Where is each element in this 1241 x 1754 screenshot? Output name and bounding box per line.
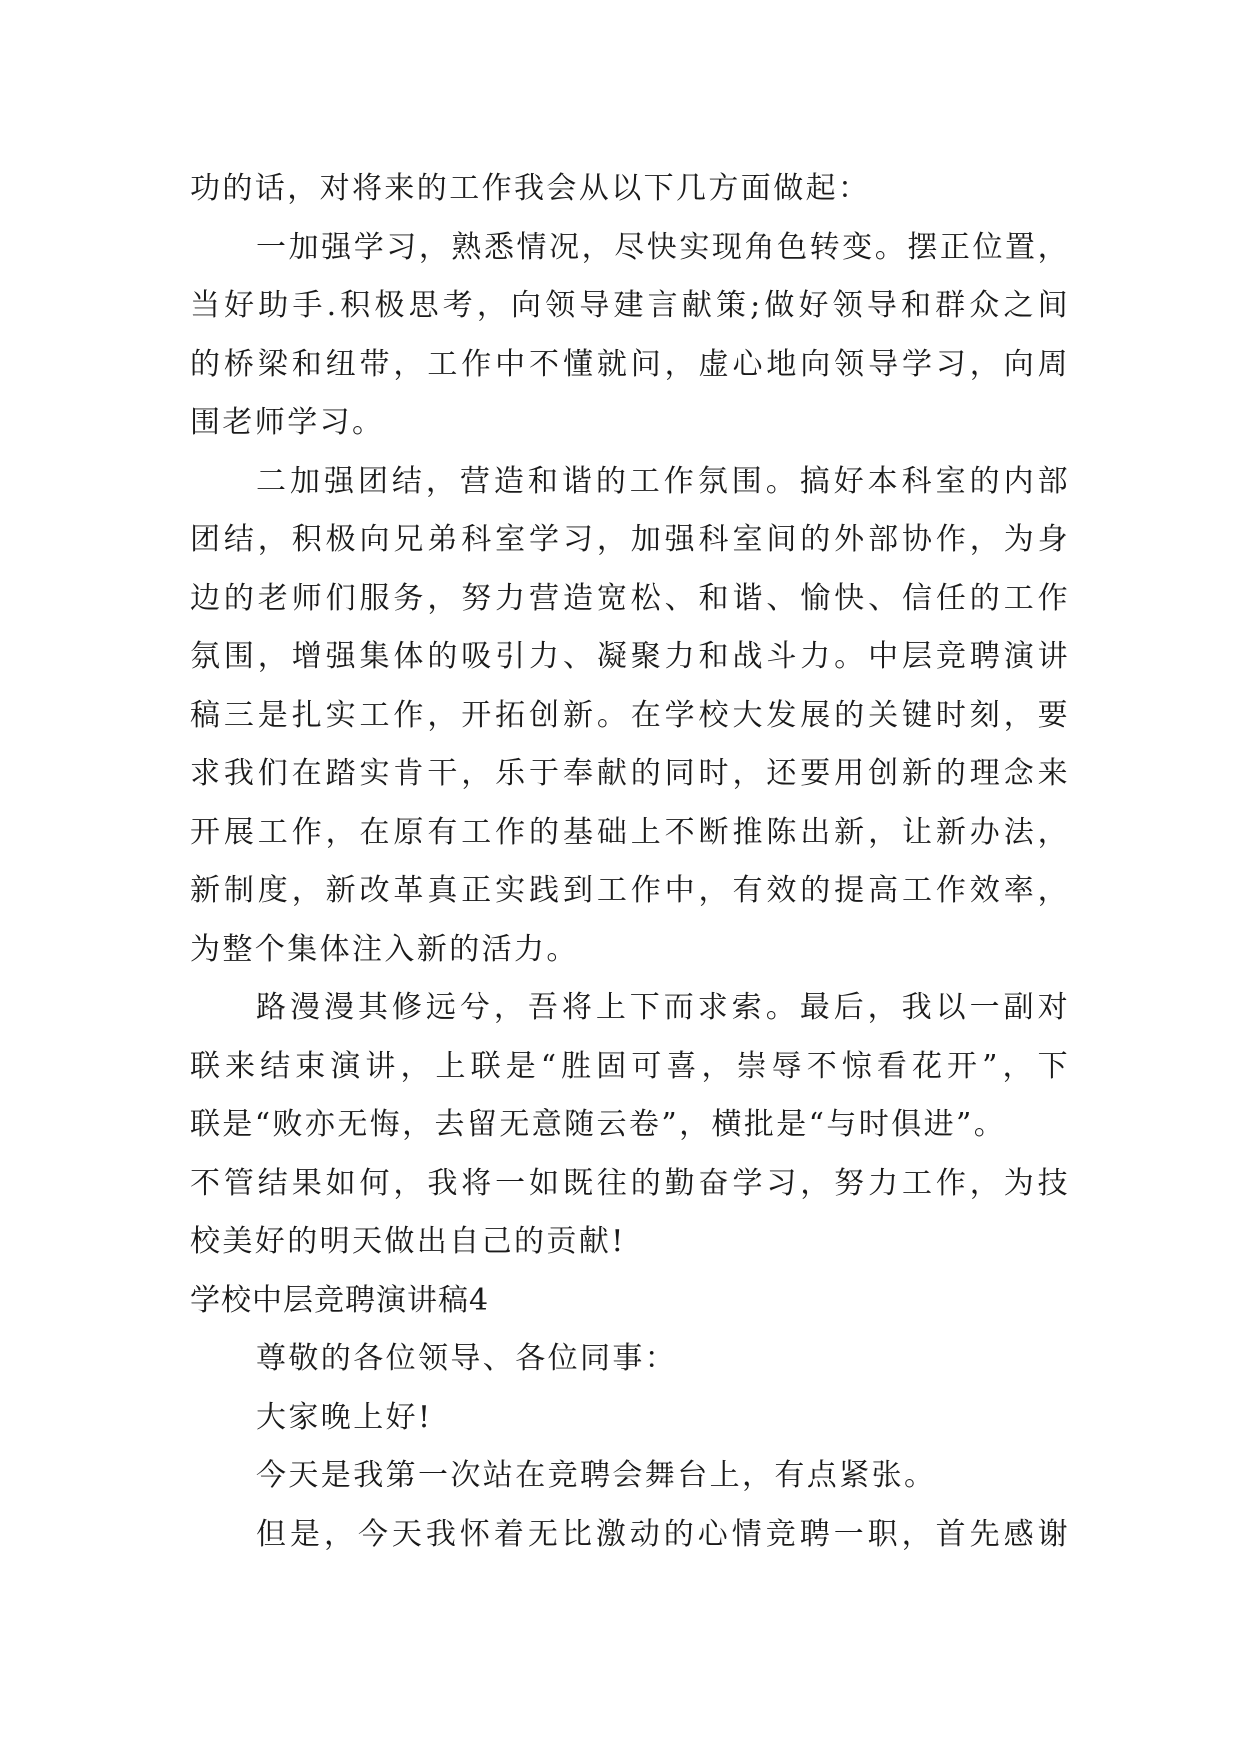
text-line: 不管结果如何，我将一如既往的勤奋学习，努力工作，为技 [190,1165,1070,1201]
paragraph-start-line: 一加强学习，熟悉情况，尽快实现角色转变。摆正位置， [256,229,1070,265]
text-line: 团结，积极向兄弟科室学习，加强科室间的外部协作，为身 [190,522,1070,557]
text-line: 联来结束演讲，上联是“胜固可喜，崇辱不惊看花开”，下 [190,1048,1070,1084]
text-line: 的桥梁和纽带，工作中不懂就问，虚心地向领导学习，向周 [190,346,1070,382]
text-line: 求我们在踏实肯干，乐于奉献的同时，还要用创新的理念来 [190,756,1070,791]
text-line: 新制度，新改革真正实践到工作中，有效的提高工作效率， [190,873,1070,908]
text-line: 校美好的明天做出自己的贡献! [190,1224,626,1259]
text-line: 氛围，增强集体的吸引力、凝聚力和战斗力。中层竞聘演讲 [190,639,1070,674]
paragraph-start-line: 二加强团结，营造和谐的工作氛围。搞好本科室的内部 [256,463,1070,499]
paragraph-start-line: 路漫漫其修远兮，吾将上下而求索。最后，我以一副对 [256,990,1070,1025]
text-line: 围老师学习。 [190,405,385,440]
paragraph-start-line: 但是，今天我怀着无比激动的心情竞聘一职，首先感谢 [256,1516,1070,1552]
text-line: 当好助手.积极思考，向领导建言献策;做好领导和群众之间 [190,288,1070,323]
text-line: 边的老师们服务，努力营造宽松、和谐、愉快、信任的工作 [190,580,1070,616]
document-body [190,160,1070,1564]
text-line: 开展工作，在原有工作的基础上不断推陈出新，让新办法， [190,814,1070,850]
text-line: 稿三是扎实工作，开拓创新。在学校大发展的关键时刻，要 [190,697,1070,733]
text-line: 为整个集体注入新的活力。 [190,931,579,967]
paragraph-start-line: 今天是我第一次站在竞聘会舞台上，有点紧张。 [256,1458,937,1493]
salutation-line: 尊敬的各位领导、各位同事： [256,1341,678,1376]
text-line: 功的话，对将来的工作我会从以下几方面做起： [190,171,871,206]
greeting-line: 大家晚上好! [256,1399,433,1435]
section-heading: 学校中层竞聘演讲稿4 [190,1282,490,1318]
text-line: 联是“败亦无悔，去留无意随云卷”，横批是“与时俱进”。 [190,1107,1007,1142]
